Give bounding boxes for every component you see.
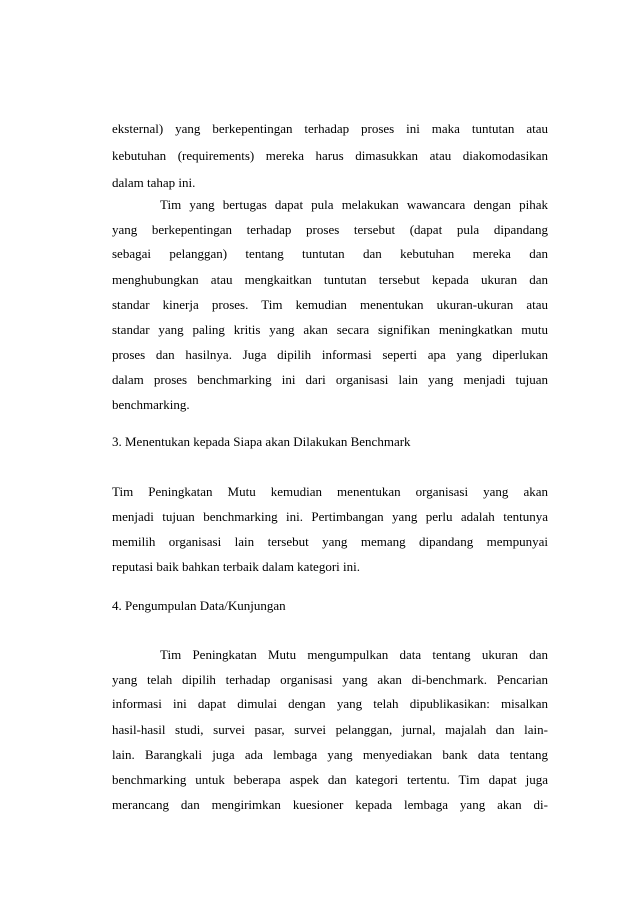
paragraph-1-line-2: kebutuhan (requirements) mereka harus dimasukkan atau diakomodasikan [112,148,548,163]
paragraph-3-line-4: reputasi baik bahkan terbaik dalam kategori ini. [112,559,360,574]
section-heading-3: 3. Menentukan kepada Siapa akan Dilakukan Benchmark [112,434,411,449]
paragraph-2-line-2: yang berkepentingan terhadap proses tersebut (dapat pula dipandang [112,222,548,237]
paragraph-4-line-4: hasil-hasil studi, survei pasar, survei pelanggan, jurnal, majalah dan lain- [112,722,548,737]
paragraph-2-line-9: benchmarking. [112,397,190,412]
paragraph-4-line-7: merancang dan mengirimkan kuesioner kepada lembaga yang akan di- [112,797,548,812]
paragraph-4-line-2: yang telah dipilih terhadap organisasi yang akan di-benchmark. Pencarian [112,672,548,687]
paragraph-3-line-2: menjadi tujuan benchmarking ini. Pertimbangan yang perlu adalah tentunya [112,509,548,524]
paragraph-4-line-1: Tim Peningkatan Mutu mengumpulkan data tentang ukuran dan [160,647,548,662]
section-heading-4: 4. Pengumpulan Data/Kunjungan [112,598,286,613]
paragraph-2-line-1: Tim yang bertugas dapat pula melakukan wawancara dengan pihak [160,197,548,212]
paragraph-1-line-1: eksternal) yang berkepentingan terhadap proses ini maka tuntutan atau [112,121,548,136]
paragraph-3-line-3: memilih organisasi lain tersebut yang memang dipandang mempunyai [112,534,548,549]
paragraph-2-line-5: standar kinerja proses. Tim kemudian menentukan ukuran-ukuran atau [112,297,548,312]
paragraph-4-line-5: lain. Barangkali juga ada lembaga yang menyediakan bank data tentang [112,747,548,762]
paragraph-2-line-3: sebagai pelanggan) tentang tuntutan dan kebutuhan mereka dan [112,246,548,261]
paragraph-2-line-8: dalam proses benchmarking ini dari organisasi lain yang menjadi tujuan [112,372,548,387]
paragraph-2-line-7: proses dan hasilnya. Juga dipilih informasi seperti apa yang diperlukan [112,347,548,362]
paragraph-4-line-3: informasi ini dapat dimulai dengan yang telah dipublikasikan: misalkan [112,696,548,711]
paragraph-1-line-3: dalam tahap ini. [112,175,196,190]
paragraph-4-line-6: benchmarking untuk beberapa aspek dan kategori tertentu. Tim dapat juga [112,772,548,787]
paragraph-2-line-6: standar yang paling kritis yang akan secara signifikan meningkatkan mutu [112,322,548,337]
paragraph-3-line-1: Tim Peningkatan Mutu kemudian menentukan organisasi yang akan [112,484,548,499]
paragraph-2-line-4: menghubungkan atau mengkaitkan tuntutan tersebut kepada ukuran dan [112,272,548,287]
